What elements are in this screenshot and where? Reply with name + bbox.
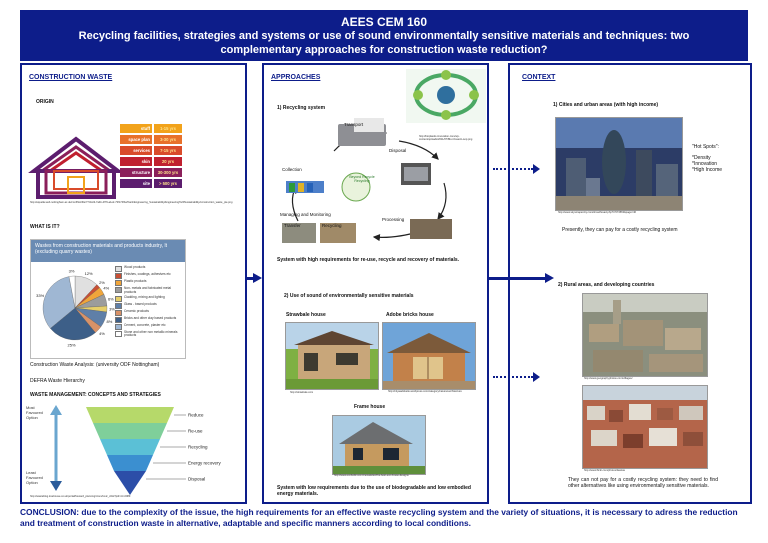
cities-heading: 1) Cities and urban areas (with high income) — [553, 102, 659, 108]
city-url: http://www.skyscrapercity.com/showthread.php?t=574563&page=46 — [558, 211, 636, 214]
legend-label: Glass - based products — [124, 301, 157, 306]
origin-layer-row — [120, 135, 182, 144]
pie-legend — [115, 266, 183, 339]
adobe-house-photo — [382, 322, 476, 390]
origin-heading: ORIGIN — [36, 99, 54, 105]
frame-heading: Frame house — [354, 404, 386, 410]
legend-label: Plastic products — [124, 279, 147, 283]
cycle-label-disposal: Disposal — [389, 148, 407, 153]
pie-slice-label: 6% — [107, 296, 114, 302]
pie-slice-label: 33% — [36, 292, 45, 298]
pie-legend-item — [115, 331, 183, 339]
legend-swatch — [115, 266, 122, 272]
materials-heading: 2) Use of sound of environmentally sensitive materials — [284, 293, 414, 299]
city-skyline-photo — [555, 117, 683, 211]
pie-slice-label: 4% — [103, 285, 110, 291]
arrowhead-middle-to-right — [545, 273, 554, 283]
legend-swatch — [115, 331, 122, 337]
dotted-link-upper — [493, 168, 533, 170]
poster-subtitle: Recycling facilities, strategies and systems or use of sound environmentally sensitive materials and techniques: two complementary approaches for construction waste reduction? — [78, 30, 690, 56]
hierarchy-arrow-icon — [50, 405, 62, 491]
favela-photo — [582, 385, 708, 469]
waste-pie-chart — [35, 266, 115, 350]
origin-layer-name: structure — [120, 168, 152, 177]
hierarchy-source-url: http://wasteblog.treehouse.co.uk/portal/forward_planning/rcom/toxic_ctlist?pid=ctr-0089 — [30, 495, 131, 498]
pie-legend-item — [115, 324, 183, 330]
legend-swatch — [115, 324, 122, 330]
cycle-center-label: Beyond Recycle Recycling — [349, 175, 375, 183]
legend-swatch — [115, 280, 122, 286]
hot-spot-item: *High Income — [692, 167, 723, 173]
legend-swatch — [115, 310, 122, 316]
pie-slice-label: 3% — [68, 268, 75, 274]
recycling-system-description: System with high requirements for re-use, recycle and recovery of materials. — [277, 257, 460, 263]
legend-label: Cladding, mixing and lighting — [124, 294, 165, 299]
hot-spots-label: "Hot Spots": — [692, 144, 719, 150]
origin-layer-row — [120, 157, 182, 166]
pie-slice-label: 12% — [84, 271, 93, 277]
adobe-heading: Adobe bricks house — [386, 312, 434, 318]
origin-layer-row — [120, 146, 182, 155]
arrow-middle-to-right — [489, 277, 547, 280]
origin-layer-name: skin — [120, 157, 152, 166]
poster-title: AEES CEM 160 — [340, 15, 428, 29]
cycle-label-recycling: Recycling — [322, 223, 342, 228]
pay-developing: They can not pay for a costly recycling system: they need to find other alternatives like using environmentally sensitive materials. — [568, 477, 718, 489]
pie-slice-label: 2% — [99, 280, 105, 286]
closed-loop-url: http://bioplastic-innovation.com/wp-content/uploads/2011/07/Bio-Closed-Loop.png — [419, 135, 473, 141]
hot-spot-item: *Density — [692, 155, 711, 161]
origin-layer-years: 3-30 yrs — [154, 135, 182, 144]
pie-legend-item — [115, 303, 183, 309]
origin-layer-name: site — [120, 179, 152, 188]
rural-heading: 2) Rural areas, and developing countries — [558, 282, 655, 288]
origin-layer-name: space plan — [120, 135, 152, 144]
origin-layer-years: 20 yrs — [154, 157, 182, 166]
legend-swatch — [115, 317, 122, 323]
favela-url: http://www.flickr.com/photos/favelas — [584, 469, 625, 472]
strawbale-heading: Strawbale house — [286, 312, 326, 318]
most-favoured-label: Most Favoured Option — [26, 405, 43, 420]
waste-management-heading: WASTE MANAGEMENT: CONCEPTS AND STRATEGIES — [30, 392, 161, 398]
waste-hierarchy-caption: DEFRA Waste Hierarchy — [30, 378, 85, 384]
legend-swatch — [115, 273, 122, 279]
hierarchy-level-label: Re-use — [188, 428, 203, 434]
panel-title: CONSTRUCTION WASTE — [29, 74, 113, 81]
origin-layer-years: > 500 yrs — [154, 179, 182, 188]
legend-label: Bricks and other clay based products — [124, 315, 177, 320]
panel-construction-waste — [20, 63, 247, 504]
cycle-label-processing: Processing — [382, 217, 405, 222]
cycle-label-collection: Collection — [282, 167, 302, 172]
pie-legend-item — [115, 317, 183, 323]
dotted-link-lower — [493, 376, 533, 378]
dotted-arrowhead-lower — [533, 372, 540, 382]
origin-layer-years: 1-15 yrs — [154, 124, 182, 133]
frame-url: http://www.ecobuild.com/cnewsletter/the-best-eco-house-designs — [334, 474, 409, 477]
pie-chart-panel — [30, 239, 186, 359]
origin-layer-name: services — [120, 146, 152, 155]
hot-spots-list — [692, 155, 722, 173]
strawbale-house-photo — [285, 322, 379, 390]
dotted-arrowhead-upper — [533, 164, 540, 174]
pie-slice-label: 8% — [106, 319, 113, 325]
pay-high-income: Presently, they can pay for a costly recycling system — [562, 227, 678, 233]
cycle-label-transport: Transport — [344, 122, 364, 127]
cycle-label-transfer: Transfer — [284, 223, 301, 228]
panel-approaches — [262, 63, 489, 504]
poster-header — [20, 10, 748, 61]
legend-label: Cement, concrete, plaster etc — [124, 322, 166, 327]
frame-house-photo — [332, 415, 426, 475]
pie-slice-label: 25% — [67, 342, 76, 348]
legend-label: Non- metals and fabricated metal products — [124, 286, 171, 294]
origin-layer-row — [120, 168, 182, 177]
hierarchy-level-label: Disposal — [188, 476, 206, 482]
legend-swatch — [115, 287, 122, 293]
origin-layer-row — [120, 179, 182, 188]
pie-legend-item — [115, 287, 183, 295]
closed-loop-image — [406, 69, 486, 123]
legend-label: Wood products — [124, 265, 146, 269]
rural-village-photo — [582, 293, 708, 377]
legend-swatch — [115, 303, 122, 309]
waste-analysis-caption: Construction Waste Analysis: (university ODF Nottingham) — [30, 362, 160, 368]
panel-context — [508, 63, 752, 504]
pie-title: Wastes from construction materials and products industry, lt (excluding quarry wastes) — [35, 243, 167, 255]
legend-swatch — [115, 296, 122, 302]
origin-layer-years: 7-15 yrs — [154, 146, 182, 155]
adobe-url: http://nityaadobeile.wordpress.com/category/natural-architecture — [388, 390, 462, 393]
hot-spot-item: *Innovation — [692, 161, 718, 167]
hierarchy-level-label: Energy recovery — [188, 460, 221, 466]
pie-legend-item — [115, 310, 183, 316]
origin-layer-row — [120, 124, 182, 133]
hierarchy-level-label: Recycling — [188, 444, 208, 450]
least-favoured-label: Least Favoured Option — [26, 470, 43, 485]
pie-slice-label: 4% — [99, 330, 105, 336]
strawbale-url: http://strawbale.com — [290, 391, 314, 394]
origin-layer-list — [120, 124, 182, 190]
hierarchy-level-label: Reduce — [188, 412, 204, 418]
legend-label: Ceramic products — [124, 308, 149, 313]
waste-hierarchy-pyramid — [74, 405, 244, 497]
pie-slice-label: 3% — [109, 306, 115, 312]
conclusion-text: CONCLUSION: due to the complexity of the issue, the high requirements for an effective waste recycling system and the variety of situations, it is necessary to adress the reduction and treatment of construction waste in alternative, adaptable and specific manners according to local conditions. — [20, 507, 738, 528]
legend-label: Finishes, coatings, adhesives etc — [124, 272, 171, 276]
origin-source-url: http://equella.web.nottingham.ac.uk/conf/hist/file/77/4c2d-7a4b-4f79-a1e2-73f174fba7ba/1/Engineering_Sustainability/Engineering%20Sustainability/construction_waste_pie.png — [30, 201, 233, 204]
recycling-system-heading: 1) Recycling system — [277, 105, 326, 111]
pie-title-bar — [31, 240, 185, 262]
rural-url: http://www.geographyphotos.com/villages/ — [584, 377, 633, 380]
arrowhead-left-to-middle — [253, 273, 262, 283]
pie-legend-item — [115, 296, 183, 302]
origin-layer-years: 30-300 yrs — [154, 168, 182, 177]
legend-label: Stone and other non metallic minerals products — [124, 329, 178, 338]
materials-description: System with low requirements due to the use of biodegradable and low embodied energy materials. — [277, 485, 471, 497]
origin-layer-name: stuff — [120, 124, 152, 133]
cycle-label-managing: Managing and Monitoring — [280, 212, 331, 217]
what-is-it-heading: WHAT IS IT? — [30, 224, 60, 230]
panel-title: APPROACHES — [271, 74, 321, 81]
panel-title: CONTEXT — [522, 74, 556, 81]
